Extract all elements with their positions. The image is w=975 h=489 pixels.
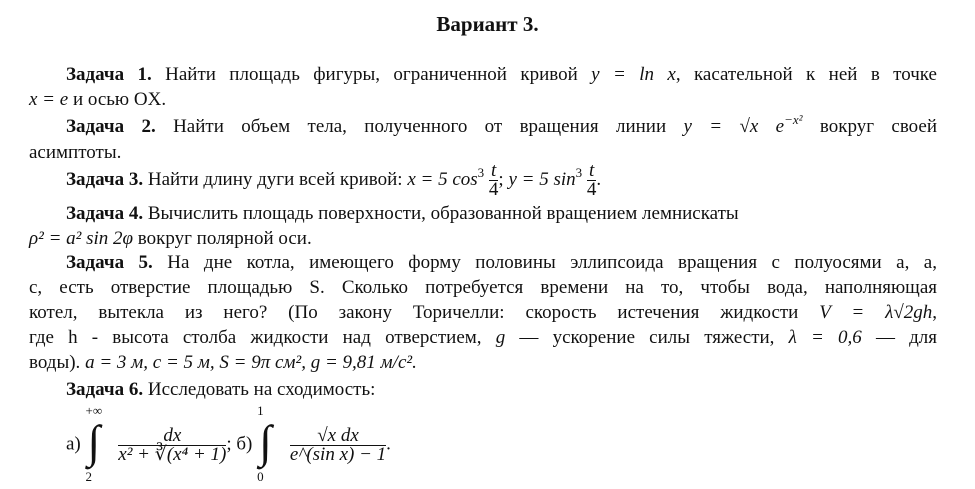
- task-2-text-end: асимптоты.: [29, 142, 122, 163]
- task-5-text-4b: — ускорение силы тяжести,: [519, 327, 775, 348]
- task-6-a-label: а): [66, 433, 81, 455]
- task-5-formula-g: g: [495, 327, 506, 348]
- task-1-text-b: , касательной к ней в точке: [675, 64, 937, 85]
- integral-b: 1 ∫ 0: [257, 403, 272, 484]
- task-5-text-4c: — для: [875, 327, 938, 348]
- task-5-text-2: c, есть отверстие площадью S. Сколько потребуется времени на то, чтобы вода, наполняющая: [29, 277, 937, 298]
- task-5: Задача 5. На дне котла, имеющего форму половины эллипсоида вращения с полуосями a, a, c, есть отверстие площадью S. Сколько потребуется времени на то, чтобы вода, наполняющая котел, вытекла из него? (По закону Торичелли: скорость истечения жидкости V = λ√2gh, где h - высота столба жидкости над отверстием, g — ускорение силы тяжести, λ = 0,6 — для воды). a = 3 м, c = 5 м, S = 9π см², g = 9,81 м/с².: [29, 252, 938, 373]
- integral-b-fraction: $\frac{\text{√x dx}}{\text{e\textasciicircum{}(sin x) − 1}}$: [289, 424, 387, 465]
- task-4-text: Вычислить площадь поверхности, образованной вращением лемнискаты: [147, 203, 739, 224]
- task-2-formula: y = √x e: [683, 116, 785, 137]
- task-5-params: a = 3 м, c = 5 м, S = 9π см², g = 9,81 м/с².: [85, 352, 417, 373]
- task-5-formula-lambda: λ = 0,6: [788, 327, 862, 348]
- page-title: Вариант 3.: [436, 12, 539, 36]
- task-1-text-end: и осью OX.: [68, 89, 167, 110]
- task-2-text-b: вокруг своей: [819, 116, 937, 137]
- task-3: Задача 3. Найти длину дуги всей кривой: x = 5 $\cos^3$ $\frac{t}{4}$ ; y = 5 $\sin^3$ $\frac{t}{4}$ .: [66, 160, 602, 200]
- task-2: [29, 114, 937, 165]
- task-4-text-end: вокруг полярной оси.: [137, 228, 312, 249]
- task-5-text-3: котел, вытекла из него? (По закону Торичелли: скорость истечения жидкости: [29, 302, 799, 323]
- task-4-formula: ρ² = a² sin 2φ: [29, 228, 134, 249]
- task-5-text-4: где h - высота столба жидкости над отверстием,: [29, 327, 482, 348]
- task-3-formula-x: x = 5 cos: [407, 168, 478, 190]
- integral-a-fraction: $\frac{dx}{\text{x² + ∛(x⁴ + 1)}}$: [118, 424, 227, 465]
- task-3-fraction: $\frac{t}{4}$: [488, 160, 499, 200]
- task-1-text: Найти площадь фигуры, ограниченной кривой: [165, 64, 578, 85]
- task-5-label: Задача 5.: [66, 252, 153, 273]
- task-1-formula: y = ln x: [591, 64, 676, 85]
- task-3-exponent: 3: [477, 164, 485, 180]
- task-5-text-1: На дне котла, имеющего форму половины эллипсоида вращения с полуосями a, a,: [167, 252, 937, 273]
- task-6-label: Задача 6.: [66, 379, 144, 400]
- task-5-formula-v: V = λ√2gh: [819, 302, 933, 323]
- task-6: Задача 6. Исследовать на сходимость: а) +∞ ∫ 2 $\frac{dx}{\text{x² + ∛(x⁴ + 1)}}$ ; б) 1 ∫ 0 $\frac{\text{√x dx}}{\text{e\textasciicircum{}(sin x) − 1}}$ .: [66, 379, 391, 484]
- task-2-exponent: −x²: [784, 112, 803, 127]
- task-3-text: Найти длину дуги всей кривой:: [147, 168, 403, 190]
- task-3-formula-y: y = 5 sin: [508, 168, 576, 190]
- task-3-fraction-2: $\frac{t}{4}$: [586, 160, 597, 200]
- task-6-b-label: ; б): [226, 433, 253, 455]
- task-1-label: Задача 1.: [66, 64, 152, 85]
- task-2-label: Задача 2.: [66, 116, 156, 137]
- task-6-text: Исследовать на сходимость:: [147, 379, 376, 400]
- task-4: [29, 201, 937, 251]
- task-1: [29, 62, 937, 112]
- task-4-label: Задача 4.: [66, 203, 144, 224]
- task-3-label: Задача 3.: [66, 168, 144, 190]
- task-1-formula-point: x = e: [29, 89, 69, 110]
- task-5-text-5: воды).: [29, 352, 81, 373]
- task-2-text: Найти объем тела, полученного от вращения линии: [173, 116, 667, 137]
- integral-a: +∞ ∫ 2: [85, 403, 103, 484]
